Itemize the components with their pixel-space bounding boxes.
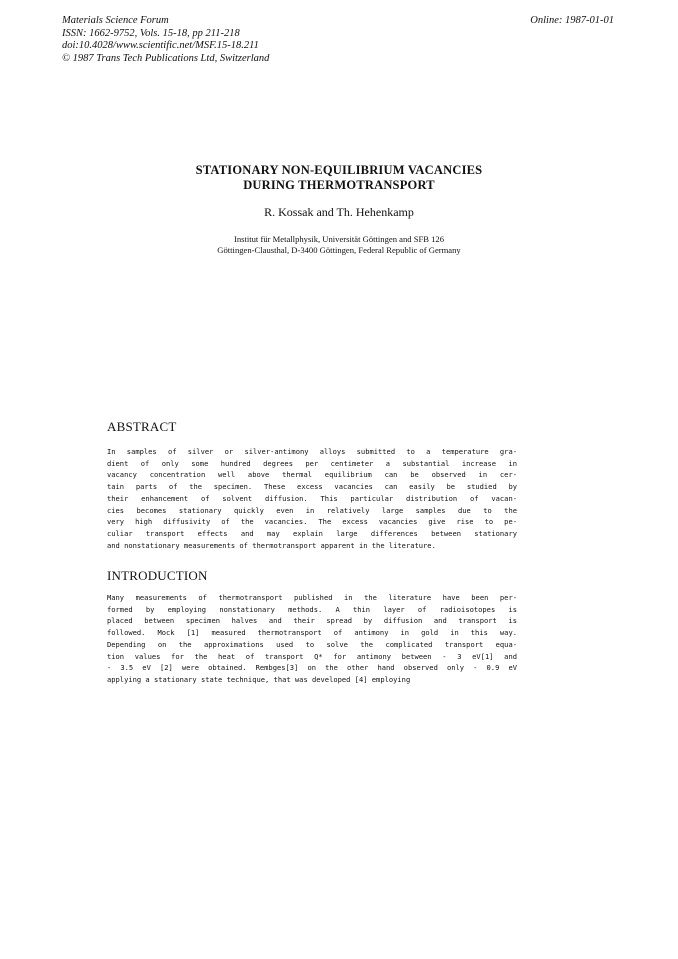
abstract-line: dient of only some hundred degrees per centimeter a substantial increase in	[107, 458, 517, 468]
introduction-line: applying a stationary state technique, that was developed [4] employing	[107, 674, 411, 684]
introduction-line: - 3.5 eV [2] were obtained. Rembges[3] on the other hand observed only - 0.9 eV	[107, 663, 517, 673]
journal-issn: ISSN: 1662-9752, Vols. 15-18, pp 211-218	[62, 27, 240, 39]
abstract-line: and nonstationary measurements of thermotransport apparent in the literature.	[107, 540, 436, 550]
introduction-line: Many measurements of thermotransport published in the literature have been per-	[107, 593, 517, 602]
abstract-line: very high diffusivity of the vacancies. The excess vacancies give rise to pe-	[107, 517, 517, 527]
journal-name: Materials Science Forum	[62, 15, 169, 26]
introduction-line: placed between specimen halves and their spread by diffusion and transport is	[107, 616, 517, 626]
introduction-line: followed. Mock [1] measured thermotransport of antimony in gold in this way.	[107, 628, 517, 638]
introduction-line: tion values for the heat of transport Q* for antimony between - 3 eV[1] and	[107, 651, 517, 661]
affiliation-line-1: Institut für Metallphysik, Universität Göttingen and SFB 126	[233, 234, 445, 244]
affiliation	[0, 234, 678, 256]
journal-header	[62, 15, 269, 65]
paper-title	[0, 163, 678, 193]
journal-copyright: © 1987 Trans Tech Publications Ltd, Switzerland	[62, 52, 270, 64]
introduction-line: formed by employing nonstationary methods. A thin layer of radioisotopes is	[107, 604, 517, 614]
abstract-line: cies becomes stationary quickly even in relatively large samples due to the	[107, 505, 517, 515]
journal-doi: doi:10.4028/www.scientific.net/MSF.15-18.211	[62, 40, 259, 51]
title-line-1: STATIONARY NON-EQUILIBRIUM VACANCIES	[195, 163, 483, 177]
affiliation-line-2: Göttingen-Clausthal, D-3400 Göttingen, Federal Republic of Germany	[217, 245, 461, 255]
authors: R. Kossak and Th. Hehenkamp	[264, 205, 414, 219]
title-line-2: DURING THERMOTRANSPORT	[243, 178, 435, 192]
abstract-line: In samples of silver or silver-antimony alloys submitted to a temperature gra-	[107, 447, 517, 456]
abstract-body	[107, 446, 517, 551]
introduction-line: Depending on the approximations used to solve the complicated transport equa-	[107, 639, 517, 649]
abstract-line: their enhancement of solvent diffusion. This particular distribution of vacan-	[107, 493, 517, 503]
abstract-line: tain parts of the specimen. These excess vacancies can easily be studied by	[107, 482, 517, 492]
abstract-heading: ABSTRACT	[107, 419, 177, 434]
introduction-body	[107, 592, 517, 686]
introduction-heading: INTRODUCTION	[107, 568, 208, 583]
abstract-line: vacancy concentration well above thermal equilibrium can be observed in cer-	[107, 470, 517, 480]
abstract-line: culiar transport effects and may explain large differences between stationary	[107, 528, 517, 538]
online-date: Online: 1987-01-01	[530, 15, 614, 26]
